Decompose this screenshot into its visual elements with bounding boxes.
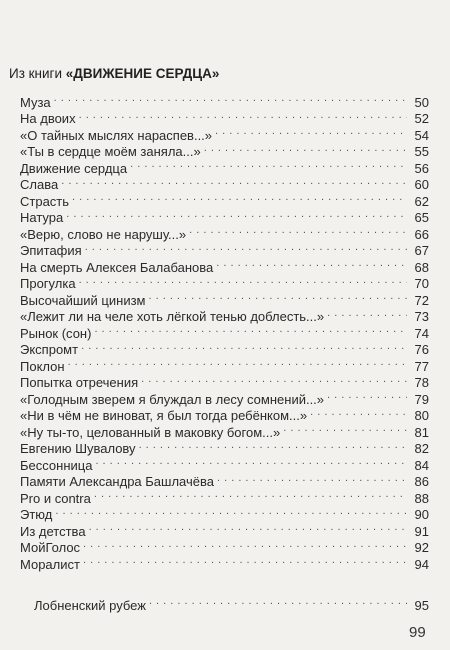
toc-entry-title: МойГолос [20, 540, 81, 555]
toc-row [34, 593, 429, 613]
toc-entry-title: Движение сердца [20, 160, 128, 176]
toc-dot-leader [139, 437, 407, 454]
toc-row [20, 222, 429, 242]
toc-dot-leader [189, 222, 407, 239]
toc-entry-page: 73 [414, 309, 429, 324]
toc-dot-leader [83, 552, 407, 569]
toc-dot-leader [217, 470, 407, 487]
toc-entry-title: Эпитафия [20, 243, 82, 258]
toc-row [20, 371, 429, 388]
toc-entry-title: Бессонница [20, 457, 93, 473]
toc-dot-leader [83, 536, 407, 553]
toc-dot-leader [94, 321, 407, 338]
book-title: «ДВИЖЕНИЕ СЕРДЦА» [65, 66, 220, 81]
toc-dot-leader [94, 486, 407, 503]
toc-row [20, 354, 429, 374]
toc-entry-page: 56 [414, 160, 429, 176]
toc-entry-title: Попытка отречения [20, 375, 139, 390]
toc-dot-leader [68, 354, 407, 371]
toc-dot-leader [141, 371, 407, 388]
toc-row [20, 288, 429, 308]
toc-row [20, 123, 429, 143]
toc-row [20, 189, 429, 209]
toc-dot-leader [54, 90, 407, 107]
toc-row [20, 107, 429, 124]
toc-extra-entry [34, 593, 429, 613]
toc-dot-leader [79, 272, 407, 289]
toc-entry-title: «Ни в чём не виноват, я был тогда ребёнком...» [20, 408, 308, 423]
section-prefix: Из книги [9, 66, 66, 81]
toc-entry-page: 91 [414, 523, 429, 539]
toc-dot-leader [327, 387, 407, 404]
toc-entry-page: 84 [414, 457, 429, 473]
page-number: 99 [409, 624, 426, 641]
toc-dot-leader [327, 305, 407, 322]
toc-entry-title: Прогулка [20, 276, 76, 291]
toc-entry-page: 50 [414, 94, 429, 110]
toc-entry-title: «Ну ты-то, целованный в маковку богом...» [20, 424, 281, 440]
toc-dot-leader [310, 404, 407, 421]
toc-entry-title: Евгению Шувалову [20, 441, 136, 456]
toc-entry-title: На двоих [20, 111, 76, 126]
toc-dot-leader [55, 503, 407, 520]
toc-dot-leader [149, 593, 407, 610]
toc-entry-page: 54 [414, 127, 429, 143]
toc-dot-leader [95, 453, 407, 470]
toc-entry-title: Слава [20, 177, 59, 192]
toc-entry-page: 82 [414, 441, 429, 456]
toc-entry-page: 60 [414, 177, 429, 192]
toc-entry-title: Натура [20, 210, 64, 225]
toc-entry-title: Памяти Александра Башлачёва [20, 474, 214, 489]
toc-entry-page: 95 [414, 597, 429, 613]
toc-entry-page: 79 [414, 391, 429, 407]
toc-entry-title: На смерть Алексея Балабанова [20, 259, 214, 275]
toc-entry-page: 65 [414, 210, 429, 225]
toc-row [20, 338, 429, 355]
toc-row [20, 519, 429, 539]
toc-row [20, 206, 429, 223]
toc-entry-page: 80 [414, 408, 429, 423]
toc-entry-title: Страсть [20, 193, 70, 209]
toc-entry-page: 92 [414, 540, 429, 555]
toc-entry-title: «Лежит ли на челе хоть лёгкой тенью доблесть...» [20, 309, 325, 324]
toc-dot-leader [81, 338, 407, 355]
toc-entry-title: Этюд [20, 507, 53, 522]
toc-entry-title: Моралист [20, 556, 80, 572]
toc-dot-leader [130, 156, 407, 173]
toc-row [20, 503, 429, 520]
toc-entry-page: 88 [414, 490, 429, 506]
toc-entry-title: Поклон [20, 358, 65, 374]
toc-dot-leader [79, 107, 407, 124]
toc-entry-page: 78 [414, 375, 429, 390]
toc-entry-title: «О тайных мыслях нараспев...» [20, 127, 213, 143]
toc-dot-leader [215, 123, 407, 140]
toc-entry-title: Из детства [20, 523, 86, 539]
toc-dot-leader [204, 140, 407, 157]
toc-entry-page: 66 [414, 226, 429, 242]
toc-entry-page: 62 [414, 193, 429, 209]
toc-dot-leader [148, 288, 407, 305]
toc-dot-leader [72, 189, 407, 206]
toc-entry-title: «Голодным зверем я блуждал в лесу сомнений...» [20, 391, 325, 407]
toc-entry-page: 68 [414, 259, 429, 275]
toc-entry-title: Лобненский рубеж [34, 597, 146, 613]
toc-entry-page: 77 [414, 358, 429, 374]
toc-row [20, 173, 429, 190]
toc-entry-page: 90 [414, 507, 429, 522]
toc-entry-title: «Верю, слово не нарушу...» [20, 226, 187, 242]
toc-row [20, 272, 429, 289]
toc-entry-title: Муза [20, 94, 51, 110]
toc-entry-page: 72 [414, 292, 429, 308]
toc-row [20, 90, 429, 110]
toc-entry-title: Рынок (сон) [20, 325, 92, 341]
toc-entry-page: 74 [414, 325, 429, 341]
toc-entry-page: 52 [414, 111, 429, 126]
toc-entry-page: 94 [414, 556, 429, 572]
toc-entry-page: 81 [414, 424, 429, 440]
toc-entry-title: Высочайший цинизм [20, 292, 146, 308]
toc-entry-page: 70 [414, 276, 429, 291]
toc-dot-leader [61, 173, 407, 190]
toc-entry-page: 76 [414, 342, 429, 357]
toc-entry-page: 67 [414, 243, 429, 258]
toc-entry-title: «Ты в сердце моём заняла...» [20, 144, 201, 159]
section-heading [9, 66, 219, 81]
toc-dot-leader [89, 519, 407, 536]
toc-entry-title: Pro и contra [20, 490, 91, 506]
toc-dot-leader [66, 206, 407, 223]
toc-entry-page: 55 [414, 144, 429, 159]
toc-entry-title: Экспромт [20, 342, 79, 357]
toc-dot-leader [85, 239, 407, 256]
toc-dot-leader [216, 255, 407, 272]
table-of-contents [20, 90, 429, 572]
toc-entry-page: 86 [414, 474, 429, 489]
toc-dot-leader [283, 420, 407, 437]
